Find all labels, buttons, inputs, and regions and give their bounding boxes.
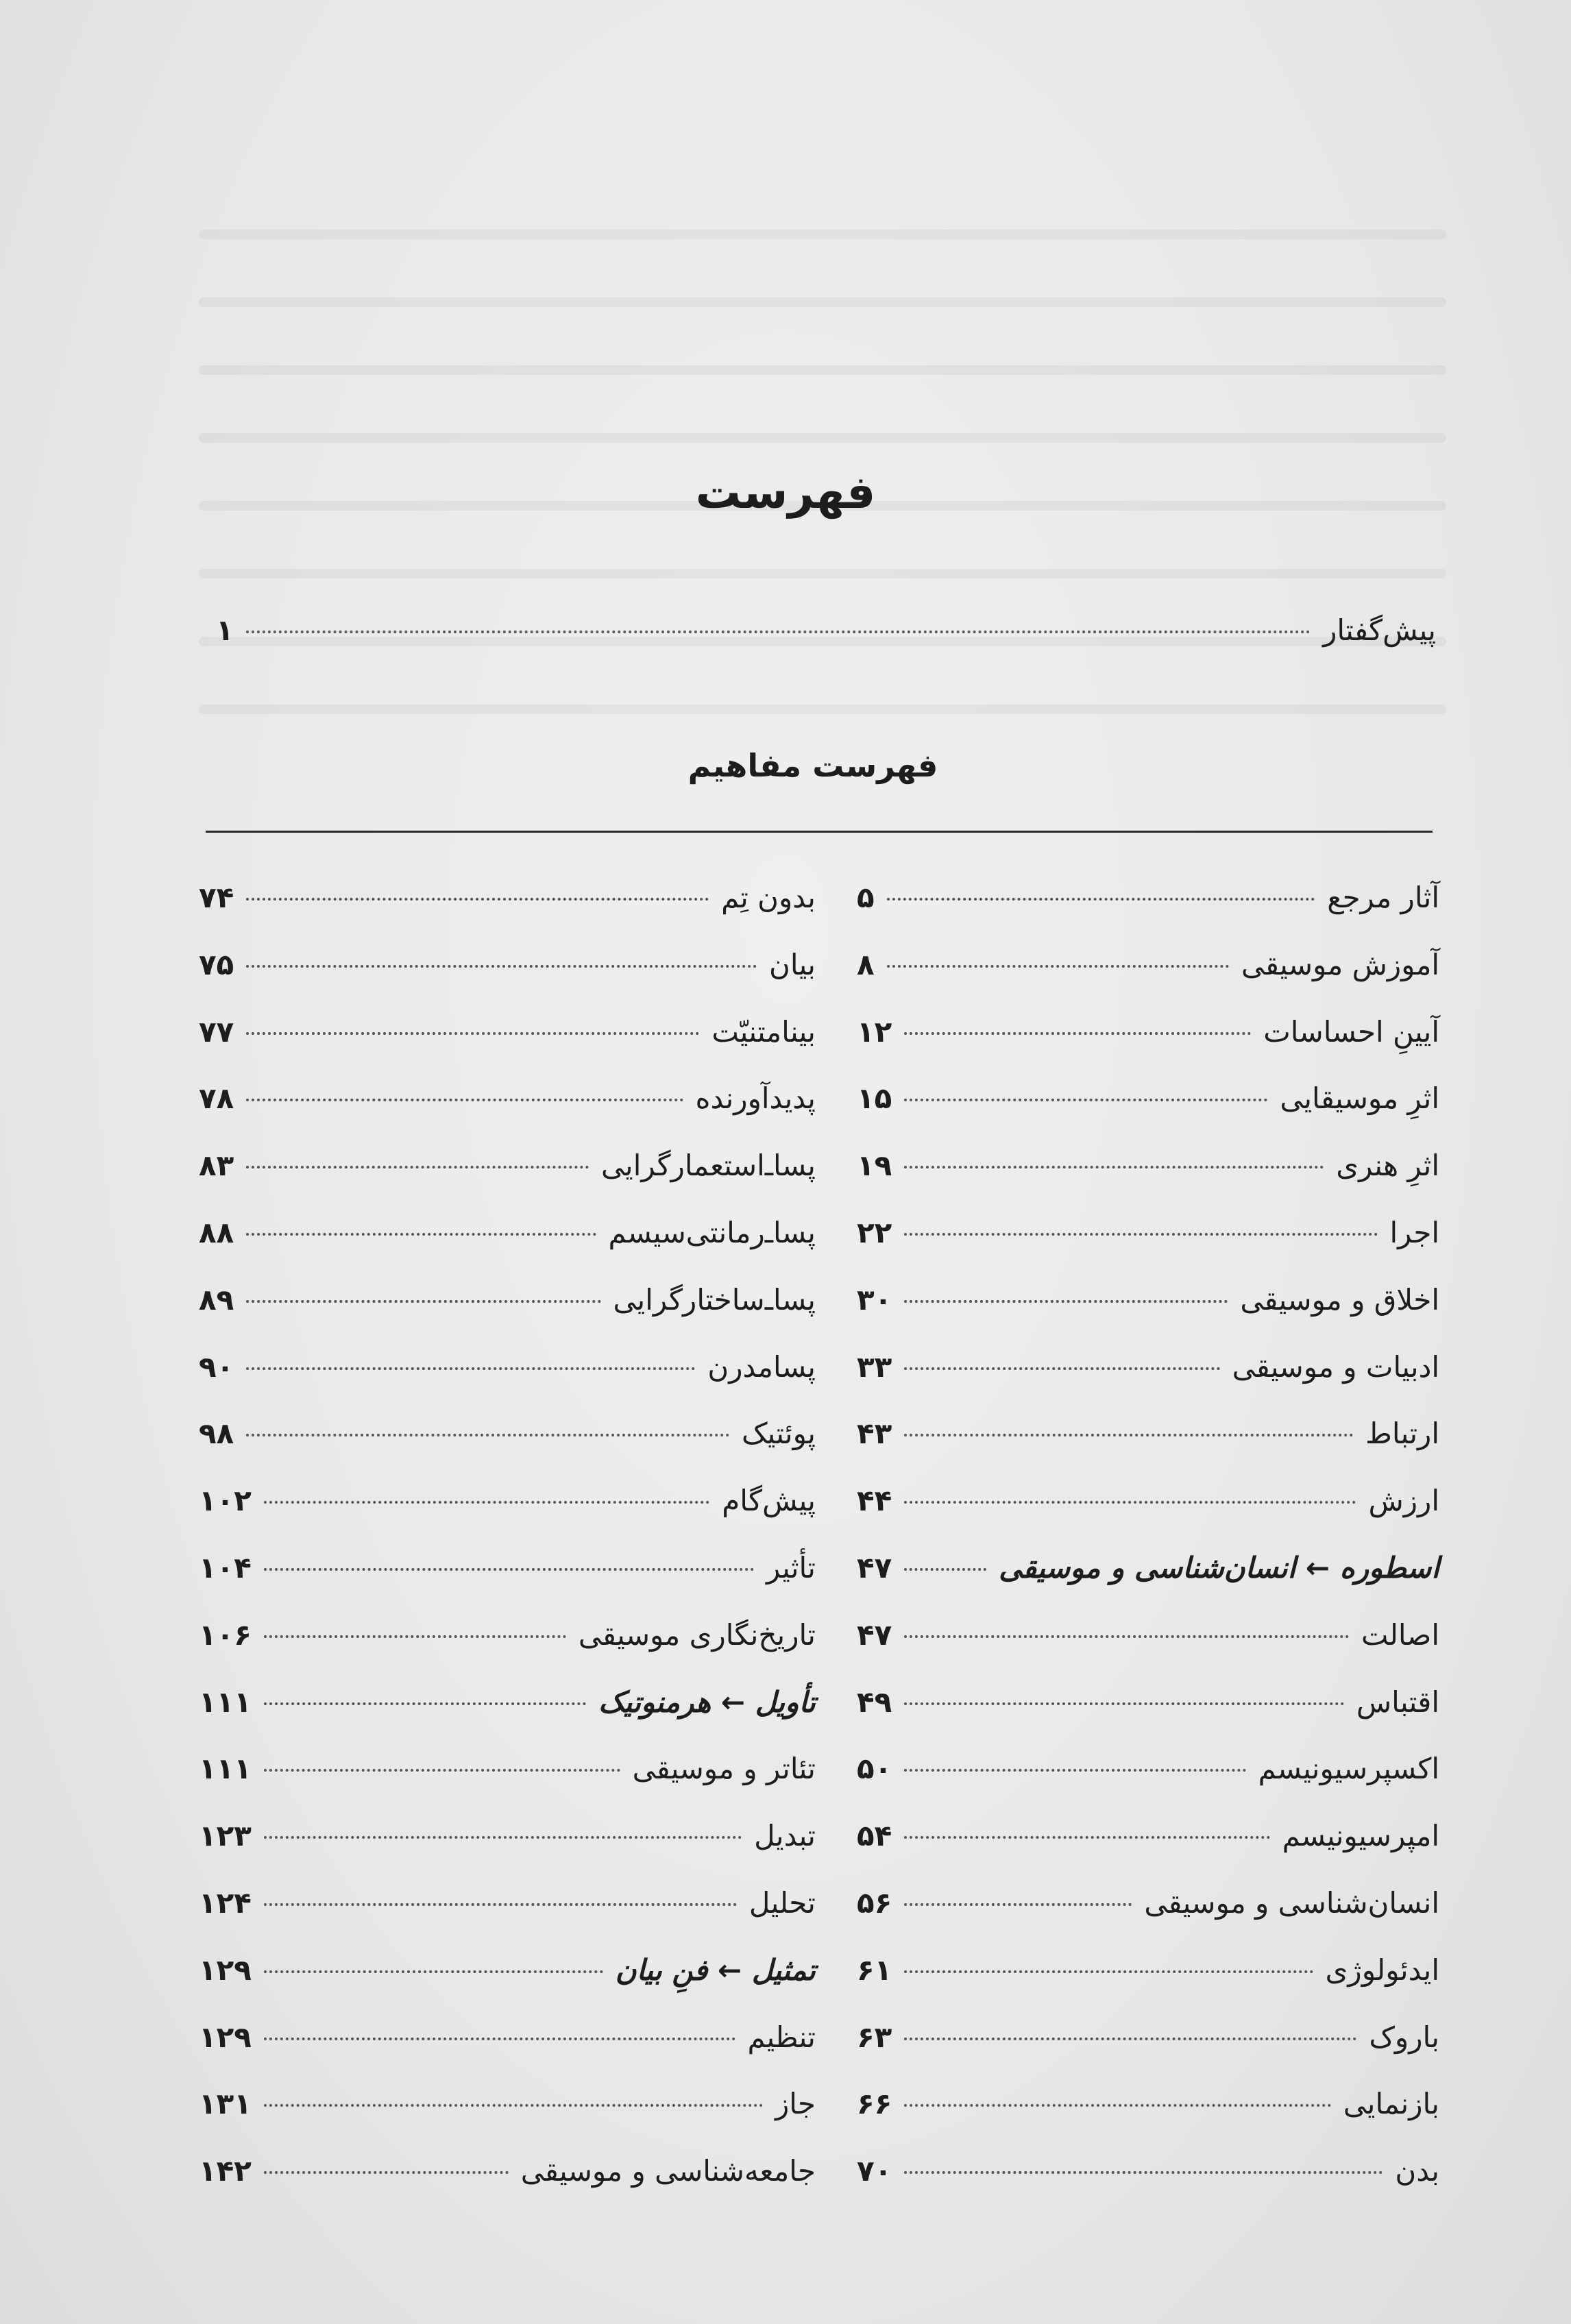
dot-leader: [264, 1702, 586, 1705]
toc-entry: [199, 1953, 816, 1987]
toc-entry-page: ۱۲۹: [199, 1953, 252, 1987]
dot-leader: [904, 1032, 1251, 1035]
dot-leader: [264, 2038, 735, 2040]
toc-entry-label: ارزش: [1368, 1484, 1439, 1517]
toc-entry-page: ۱۲۹: [199, 2020, 252, 2054]
dot-leader: [264, 1568, 754, 1571]
toc-entry-page: ۱۰۶: [199, 1618, 252, 1652]
toc-entry-label: آثار مرجع: [1327, 881, 1439, 914]
toc-entry-label: پسامدرن: [707, 1350, 816, 1384]
toc-entry: [199, 1551, 816, 1585]
toc-entry-page: ۶۶: [857, 2087, 892, 2120]
toc-entry-label: جاز: [775, 2087, 816, 2120]
toc-entry: [857, 1685, 1439, 1719]
toc-entry-label: ارتباط: [1365, 1417, 1439, 1450]
toc-entry: [199, 1618, 816, 1652]
toc-entry-label: تاریخ‌نگاری موسیقی: [578, 1618, 816, 1652]
toc-entry: [857, 1081, 1439, 1115]
toc-entry-label: پیش‌گام: [722, 1484, 816, 1517]
dot-leader: [904, 1367, 1219, 1370]
dot-leader: [904, 2104, 1330, 2107]
preface-page: ۱: [216, 613, 234, 647]
dot-leader: [904, 1501, 1356, 1504]
dot-leader: [904, 1970, 1313, 1973]
toc-entry-label: بازنمایی: [1343, 2087, 1439, 2120]
toc-entry-page: ۵۰: [857, 1752, 892, 1785]
dot-leader: [246, 1300, 600, 1303]
toc-entry-label: اکسپرسیونیسم: [1258, 1752, 1439, 1785]
dot-leader: [887, 965, 1229, 968]
toc-entry: [857, 2154, 1439, 2188]
toc-entry-label: انسان‌شناسی و موسیقی: [1144, 1886, 1439, 1920]
toc-entry: [199, 1149, 816, 1182]
toc-entry-label: اقتباس: [1356, 1685, 1439, 1719]
toc-entry-page: ۵۶: [857, 1886, 892, 1920]
toc-entry-label: بیان: [768, 948, 816, 981]
toc-entry-page: ۶۱: [857, 1953, 892, 1987]
dot-leader: [904, 1233, 1377, 1236]
toc-entry-page: ۷۴: [199, 881, 234, 914]
toc-entry: [857, 1417, 1439, 1450]
toc-entry-page: ۴۷: [857, 1551, 892, 1585]
toc-entry: [857, 1216, 1439, 1249]
toc-entry-page: ۱۱۱: [199, 1752, 252, 1785]
toc-entry-label: باروک: [1369, 2020, 1439, 2054]
toc-entry-label: جامعه‌شناسی و موسیقی: [520, 2154, 816, 2188]
divider-rule: [206, 831, 1433, 833]
toc-entry-label: اجرا: [1389, 1216, 1439, 1249]
toc-entry-label: پسا‌ـ‌ساختارگرایی: [613, 1283, 816, 1317]
toc-entry: [857, 1149, 1439, 1182]
toc-entry: [857, 1551, 1439, 1585]
toc-entry-page: ۲۲: [857, 1216, 892, 1249]
dot-leader: [246, 1367, 695, 1370]
dot-leader: [264, 1635, 566, 1638]
toc-entry: [857, 881, 1439, 914]
toc-entry-label: اخلاق و موسیقی: [1240, 1283, 1439, 1317]
toc-entry-page: ۸۳: [199, 1149, 234, 1182]
toc-entry-label: بینامتنیّت: [711, 1015, 816, 1049]
dot-leader: [246, 1099, 683, 1101]
toc-entry-label: بدن: [1395, 2154, 1439, 2188]
toc-entry-label: بدون تِم: [721, 881, 816, 914]
toc-entry-label: اثرِ هنری: [1336, 1149, 1439, 1182]
toc-entry: [199, 1081, 816, 1115]
toc-entry: [857, 2020, 1439, 2054]
toc-entry-page: ۳۰: [857, 1283, 892, 1317]
dot-leader: [246, 965, 757, 968]
toc-entry-label: ادبیات و موسیقی: [1232, 1350, 1439, 1384]
toc-entry-label: تحلیل: [748, 1886, 816, 1920]
toc-entry: [857, 1886, 1439, 1920]
toc-entry-label: تأثیر: [766, 1551, 816, 1585]
toc-entry: [199, 1015, 816, 1049]
dot-leader: [264, 2171, 509, 2174]
toc-entry: [199, 1350, 816, 1384]
dot-leader: [246, 1166, 589, 1169]
toc-entry-page: ۸: [857, 948, 875, 981]
dot-leader: [887, 898, 1315, 901]
dot-leader: [904, 1702, 1344, 1705]
toc-entry: [199, 2154, 816, 2188]
page-title: فهرست: [695, 466, 876, 519]
toc-entry-page: ۱۳۱: [199, 2087, 252, 2120]
toc-entry: [857, 1283, 1439, 1317]
toc-entry-label: پدیدآورنده: [695, 1081, 816, 1115]
toc-entry-page: ۴۴: [857, 1484, 892, 1517]
toc-entry: [199, 2020, 816, 2054]
toc-entry-label: تنظیم: [747, 2020, 816, 2054]
toc-entry: [857, 1752, 1439, 1785]
toc-entry-label: آموزش موسیقی: [1241, 948, 1439, 981]
section-subtitle: فهرست مفاهیم: [687, 747, 938, 784]
toc-entry: [857, 1618, 1439, 1652]
toc-entry-page: ۱۰۲: [199, 1484, 252, 1517]
dot-leader: [264, 1501, 709, 1504]
toc-entry-label: پوئتیک: [741, 1417, 816, 1450]
dot-leader: [904, 2171, 1383, 2174]
toc-entry: [199, 1216, 816, 1249]
toc-entry-page: ۸۹: [199, 1283, 234, 1317]
dot-leader: [904, 1099, 1267, 1101]
dot-leader: [904, 1635, 1349, 1638]
toc-entry-label: آیینِ احساسات: [1263, 1015, 1439, 1049]
toc-entry-page: ۱۲۴: [199, 1886, 252, 1920]
toc-entry-page: ۴۷: [857, 1618, 892, 1652]
toc-entry-label: پسا‌ـ‌استعمارگرایی: [601, 1149, 816, 1182]
toc-entry-page: ۳۳: [857, 1350, 892, 1384]
toc-entry-label: اسطوره ← انسان‌شناسی و موسیقی: [999, 1551, 1439, 1585]
dot-leader: [904, 2038, 1356, 2040]
toc-entry-page: ۱۲۳: [199, 1819, 252, 1852]
toc-entry-page: ۶۳: [857, 2020, 892, 2054]
dot-leader: [904, 1769, 1245, 1772]
dot-leader: [246, 1233, 596, 1236]
dot-leader: [904, 1166, 1324, 1169]
toc-entry-page: ۷۰: [857, 2154, 892, 2188]
dot-leader: [264, 1769, 620, 1772]
toc-entry-label: امپرسیونیسم: [1282, 1819, 1439, 1852]
toc-entry: [199, 1283, 816, 1317]
toc-entry-label: تبدیل: [754, 1819, 816, 1852]
toc-entry: [199, 1484, 816, 1517]
dot-leader: [264, 1903, 737, 1906]
preface-label: پیش‌گفتار: [1323, 613, 1436, 647]
toc-entry-label: تمثیل ← فنِ بیان: [615, 1953, 816, 1987]
toc-entry-page: ۷۷: [199, 1015, 234, 1049]
dot-leader: [904, 1836, 1269, 1839]
dot-leader: [264, 2104, 763, 2107]
toc-entry: [199, 1886, 816, 1920]
dot-leader: [264, 1836, 742, 1839]
toc-entry: [857, 2087, 1439, 2120]
toc-entry-page: ۹۰: [199, 1350, 234, 1384]
toc-entry-page: ۱۵: [857, 1081, 892, 1115]
toc-entry-label: ایدئولوژی: [1325, 1953, 1439, 1987]
dot-leader: [246, 1032, 699, 1035]
toc-entry-page: ۱۲: [857, 1015, 892, 1049]
toc-entry-page: ۱۴۲: [199, 2154, 252, 2188]
toc-entry-page: ۵: [857, 881, 875, 914]
toc-entry: [199, 1752, 816, 1785]
toc-entry-page: ۱۰۴: [199, 1551, 252, 1585]
dot-leader: [264, 1970, 603, 1973]
dot-leader: [904, 1903, 1132, 1906]
dot-leader: [246, 898, 709, 901]
dot-leader: [904, 1300, 1228, 1303]
toc-entry-page: ۴۳: [857, 1417, 892, 1450]
dot-leader: [904, 1568, 986, 1571]
toc-entry: [857, 1953, 1439, 1987]
toc-entry-label: اصالت: [1361, 1618, 1439, 1652]
toc-entry-page: ۵۴: [857, 1819, 892, 1852]
toc-entry-page: ۱۹: [857, 1149, 892, 1182]
dot-leader: [246, 1434, 729, 1436]
toc-entry: [857, 1484, 1439, 1517]
toc-entry-label: تئاتر و موسیقی: [632, 1752, 816, 1785]
toc-entry-label: پسا‌ـ‌رمانتی‌سیسم: [608, 1216, 816, 1249]
dot-leader: [904, 1434, 1353, 1436]
toc-entry: [199, 881, 816, 914]
toc-entry: [857, 1015, 1439, 1049]
toc-entry: [199, 2087, 816, 2120]
toc-entry: [857, 1819, 1439, 1852]
toc-entry-page: ۹۸: [199, 1417, 234, 1450]
toc-entry-page: ۱۱۱: [199, 1685, 252, 1719]
toc-entry: [199, 1819, 816, 1852]
toc-entry-page: ۴۹: [857, 1685, 892, 1719]
toc-entry: [857, 1350, 1439, 1384]
toc-entry-page: ۷۵: [199, 948, 234, 981]
toc-entry-page: ۷۸: [199, 1081, 234, 1115]
toc-entry-label: تأویل ← هرمنوتیک: [598, 1685, 816, 1719]
toc-entry-label: اثرِ موسیقایی: [1280, 1081, 1439, 1115]
toc-entry: [857, 948, 1439, 981]
toc-entry: [199, 1685, 816, 1719]
toc-entry: [199, 948, 816, 981]
toc-entry-page: ۸۸: [199, 1216, 234, 1249]
dot-leader: [246, 631, 1311, 633]
preface-entry: [216, 613, 1436, 647]
toc-entry: [199, 1417, 816, 1450]
